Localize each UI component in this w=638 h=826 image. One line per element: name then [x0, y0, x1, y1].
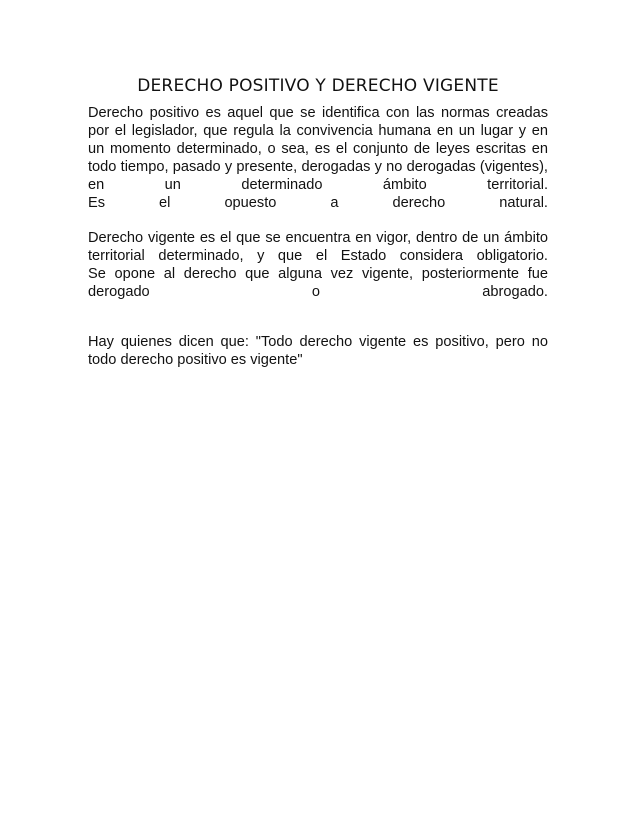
text-line: por el legislador, que regula la convivencia humana en un lugar y en — [88, 123, 548, 139]
text-line: un momento determinado, o sea, es el conjunto de leyes escritas en — [88, 141, 548, 157]
text-line: derogado o abrogado. — [88, 284, 548, 300]
text-line: Es el opuesto a derecho natural. — [88, 195, 548, 211]
text-line: Derecho positivo es aquel que se identifica con las normas creadas — [88, 105, 548, 121]
text-line: en un determinado ámbito territorial. — [88, 177, 548, 193]
paragraph-quote — [88, 333, 548, 369]
text-line: Se opone al derecho que alguna vez vigente, posteriormente fue — [88, 266, 548, 282]
text-line: territorial determinado, y que el Estado considera obligatorio. — [88, 248, 548, 264]
paragraph-derecho-positivo — [88, 104, 548, 212]
paragraph-derecho-vigente — [88, 229, 548, 301]
text-line: Hay quienes dicen que: "Todo derecho vigente es positivo, pero no — [88, 334, 548, 350]
text-line: todo tiempo, pasado y presente, derogadas y no derogadas (vigentes), — [88, 159, 548, 175]
text-line: todo derecho positivo es vigente" — [88, 352, 303, 368]
text-line: Derecho vigente es el que se encuentra en vigor, dentro de un ámbito — [88, 230, 548, 246]
document-title: DERECHO POSITIVO Y DERECHO VIGENTE — [137, 76, 499, 96]
